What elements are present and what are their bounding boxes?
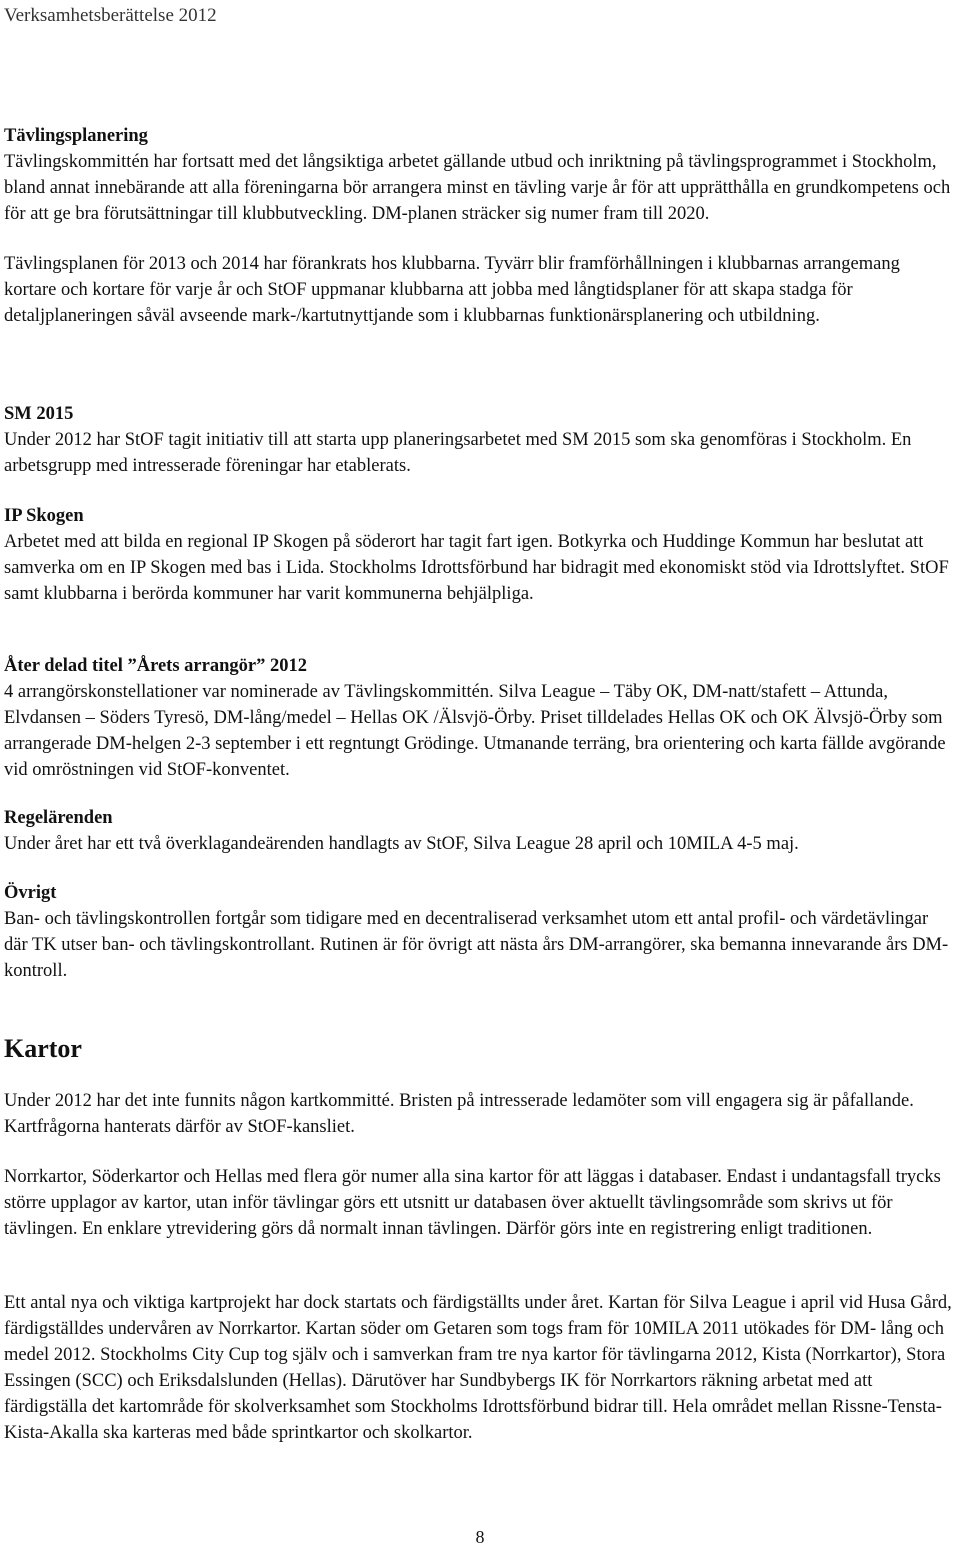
heading-ipskogen: IP Skogen: [4, 506, 84, 526]
running-header: Verksamhetsberättelse 2012: [4, 5, 217, 26]
paragraph-tavlingsplanering-1: Tävlingskommittén har fortsatt med det långsiktiga arbetet gällande utbud och inriktning på tävlingsprogrammet i Stockholm, bland annat innebärande att alla föreningarna bör arrangera minst en tävling varje år för att upprätthålla en grundkompetens och för att ge bra förutsättningar till klubbutveckling. DM-planen sträcker sig numer fram till 2020.: [4, 152, 951, 224]
paragraph-ipskogen: Arbetet med att bilda en regional IP Skogen på söderort har tagit fart igen. Botkyrka och Huddinge Kommun har beslutat att samverka om en IP Skogen med bas i Lida. Stockholms Idrottsförbund har bidragit med ekonomiskt stöd via Idrottslyftet. StOF samt klubbarna i berörda kommuner har varit kommunerna behjälpliga.: [4, 532, 949, 604]
paragraph-tavlingsplanering-2: Tävlingsplanen för 2013 och 2014 har förankrats hos klubbarna. Tyvärr blir framförhållningen i klubbarnas arrangemang kortare och kortare för varje år och StOF uppmanar klubbarna att jobba med långtidsplaner för att skapa stadga för detaljplaneringen såväl avseende mark-/kartutnyttjande som i klubbarnas funktionärsplanering och utbildning.: [4, 254, 900, 326]
paragraph-ovrigt: Ban- och tävlingskontrollen fortgår som tidigare med en decentraliserad verksamhet utom ett antal profil- och värdetävlingar där TK utser ban- och tävlingskontrollant. Rutinen är för övrigt att nästa års DM-arrangörer, ska bemanna innevarande års DM-kontroll.: [4, 909, 949, 981]
section-sm2015: [4, 401, 956, 479]
paragraph-kartor-2: Norrkartor, Söderkartor och Hellas med flera gör numer alla sina kartor för att läggas i databaser. Endast i undantagsfall trycks större upplagor av kartor, utan inför tävlingar görs ett utsnitt ur databasen över aktuellt tävlingsområde som skrivs ut för tävlingen. En enklare ytrevidering görs då normalt innan tävlingen. Därför görs inte en registrering enligt traditionen.: [4, 1167, 941, 1239]
section-tavlingsplanen: [4, 251, 956, 329]
heading-regelarenden: Regelärenden: [4, 808, 113, 828]
section-kartor-2: [4, 1164, 956, 1242]
heading-tavlingsplanering: Tävlingsplanering: [4, 126, 148, 146]
section-kartor-1: [4, 1088, 956, 1140]
section-regelarenden: [4, 805, 956, 857]
paragraph-kartor-3: Ett antal nya och viktiga kartprojekt har dock startats och färdigställts under året. Kartan för Silva League i april vid Husa Gård, färdigställdes undervåren av Norrkartor. Kartan söder om Getaren som togs fram för 10MILA 2011 utökades för DM- lång och medel 2012. Stockholms City Cup tog själv och i samverkan fram tre nya kartor för tävlingarna 2012, Kista (Norrkartor), Stora Essingen (SCC) och Eriksdalslunden (Hellas). Därutöver har Sundbybergs IK för Norrkartors räkning arbetat med att färdigställa det kartområde för skolverksamhet som Stockholms Idrottsförbund bidrar till. Hela området mellan Rissne-Tensta-Kista-Akalla ska karteras med både sprintkartor och skolkartor.: [4, 1293, 952, 1443]
paragraph-regelarenden: Under året har ett två överklagandeärenden handlagts av StOF, Silva League 28 april och 10MILA 4-5 maj.: [4, 834, 799, 854]
heading-arets-arrangor: Åter delad titel ”Årets arrangör” 2012: [4, 656, 307, 676]
page-number: 8: [475, 1527, 485, 1547]
section-ipskogen: [4, 503, 956, 607]
section-tavlingsplanering: [4, 123, 956, 227]
heading-sm2015: SM 2015: [4, 404, 74, 424]
heading-ovrigt: Övrigt: [4, 883, 57, 903]
paragraph-kartor-1: Under 2012 har det inte funnits någon kartkommitté. Bristen på intresserade ledamöter som vill engagera sig är påfallande. Kartfrågorna hanterats därför av StOF-kansliet.: [4, 1091, 914, 1137]
paragraph-sm2015: Under 2012 har StOF tagit initiativ till att starta upp planeringsarbetet med SM 2015 som ska genomföras i Stockholm. En arbetsgrupp med intresserade föreningar har etablerats.: [4, 430, 912, 476]
section-ovrigt: [4, 880, 956, 984]
paragraph-arets-arrangor: 4 arrangörskonstellationer var nominerade av Tävlingskommittén. Silva League – Täby OK, DM-natt/stafett – Attunda, Elvdansen – Söders Tyresö, DM-lång/medel – Hellas OK /Älsvjö-Örby. Priset tilldelades Hellas OK och OK Älvsjö-Örby som arrangerade DM-helgen 2-3 september i ett regntungt Grödinge. Utmanande terräng, bra orientering och karta fällde avgörande vid omröstningen vid StOF-konventet.: [4, 682, 946, 780]
section-kartor: [4, 1032, 956, 1066]
section-kartor-3: [4, 1290, 956, 1446]
section-arets-arrangor: [4, 653, 956, 783]
heading-kartor: Kartor: [4, 1034, 82, 1063]
